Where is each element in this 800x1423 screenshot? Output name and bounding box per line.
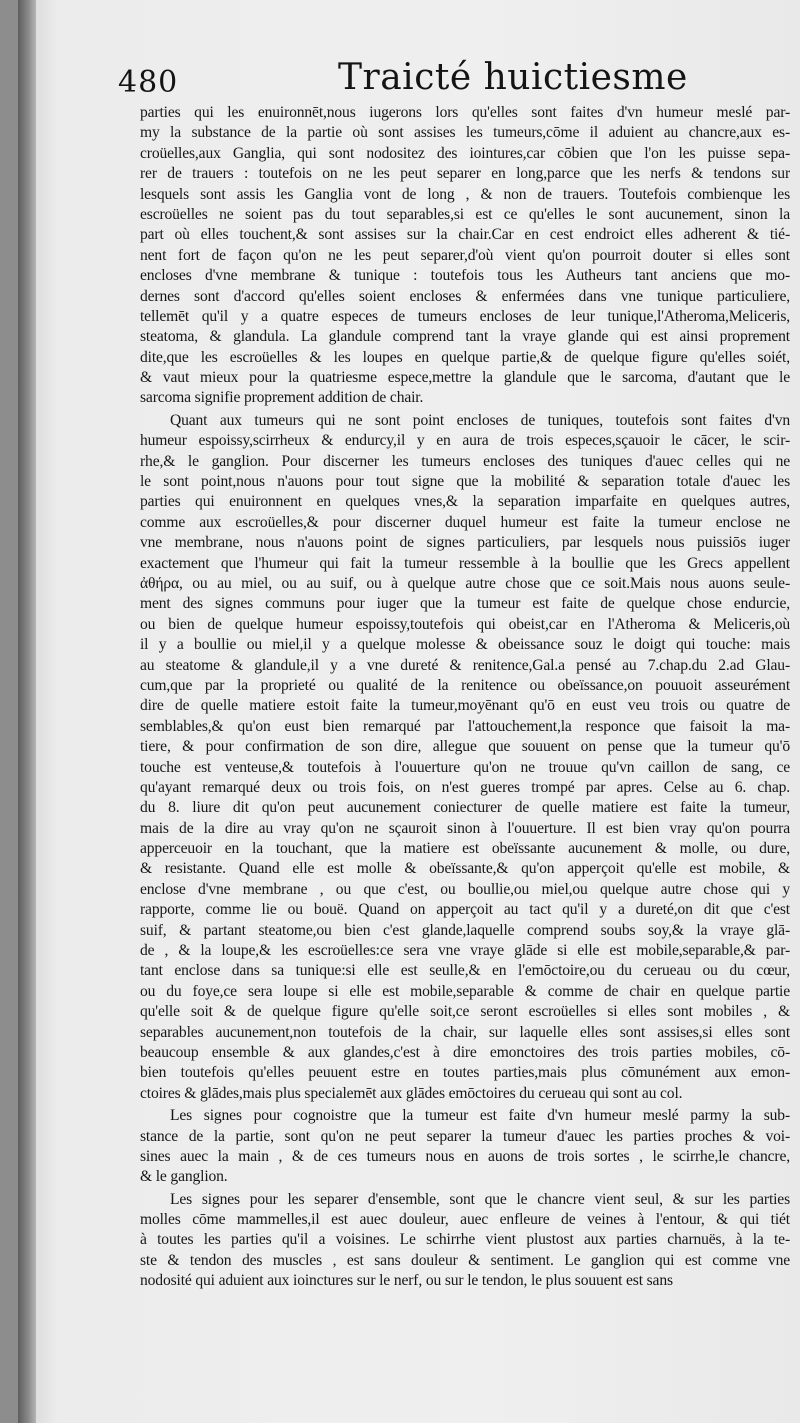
text-line: ctoires & glādes,mais plus specialemēt aux glādes emōctoires du cerueau qui sont au col. bbox=[140, 1084, 683, 1102]
text-line: bien toutefois qu'elles peuuent estre en toutes parties,mais plus cōmunément aux emon- bbox=[140, 1064, 790, 1082]
text-line: ment des signes communs pour iuger que la tumeur est faite de quelque chose endurcie, bbox=[140, 595, 790, 613]
text-line: nent fort de façon qu'on ne les peut separer,d'où vient qu'on pourroit douter si elles sont bbox=[140, 246, 790, 264]
paragraph bbox=[140, 1106, 790, 1188]
text-line: tiere, & pour confirmation de son dire, allegue que souuent on pense que la tumeur qu'ō bbox=[140, 738, 790, 756]
page-header bbox=[118, 55, 798, 105]
page-gutter-shadow bbox=[18, 0, 36, 1423]
text-line: my la substance de la partie où sont assises les tumeurs,cōme il aduient au chancre,aux es- bbox=[140, 124, 790, 142]
text-line: semblables,& qu'on eust bien remarqué par l'attouchement,la responce que faisoit la ma- bbox=[140, 717, 790, 735]
text-line: separables aucunement,non toutefois de la chair, sur laquelle elles sont assises,si elles sont bbox=[140, 1023, 790, 1041]
text-line: steatoma, & glandula. La glandule comprend tant la vraye glande qui est ainsi proprement bbox=[140, 328, 790, 346]
text-line: Quant aux tumeurs qui ne sont point encloses de tuniques, toutefois sont faites d'vn bbox=[170, 411, 790, 429]
text-line: rer de trauers : toutefois on ne les peut separer en long,parce que les nerfs & tendons sur bbox=[140, 165, 790, 183]
text-line: rapporte, comme lie ou bouë. Quand on apperçoit au tact qu'il y a dureté,on dit que c'est bbox=[140, 901, 790, 919]
text-line: dire de quelle matiere estoit faite la tumeur,moyēnant qu'ō en eust veu trois ou quatre de bbox=[140, 697, 790, 715]
paragraph bbox=[140, 103, 790, 409]
text-line: encloses d'vne membrane & tunique : toutefois tous les Autheurs tant anciens que mo- bbox=[140, 267, 790, 285]
text-line: tant enclose dans sa tunique:si elle est seulle,& en l'emōctoire,ou du cerueau ou du cœur, bbox=[140, 962, 790, 980]
text-line: & le ganglion. bbox=[140, 1168, 228, 1186]
text-line: dernes sont d'accord qu'elles soient encloses & enfermées dans vne tunique particuliere, bbox=[140, 287, 790, 305]
page-number: 480 bbox=[118, 65, 179, 100]
text-line: enclose d'vne membrane , ou que c'est, ou boullie,ou miel,ou quelque autre chose qui y bbox=[140, 880, 790, 898]
text-line: suif, & partant steatome,ou bien c'est glande,laquelle comprend soubs soy,& la vraye glā- bbox=[140, 921, 790, 939]
text-line: tellemēt qu'il y a quatre especes de tumeurs encloses de leur tunique,l'Atheroma,Meliceris, bbox=[140, 307, 790, 325]
text-line: ἀθήρα, ou au miel, ou au suif, ou à quelque autre chose que ce soit.Mais nous auons seule- bbox=[140, 574, 790, 592]
text-line: apperceuoir en la touchant, que la matiere est obeïssante aucunement & molle, ou dure, bbox=[140, 840, 790, 858]
text-line: exactement que l'humeur qui fait la tumeur ressemble à la boullie que les Grecs appellent bbox=[140, 554, 790, 572]
text-line: ou bien de quelque humeur espoissy,toutefois qui obeist,car en l'Atheroma & Meliceris,où bbox=[140, 615, 790, 633]
text-line: croüelles,aux Ganglia, qui sont nodositez des iointures,car cōbien que l'on les puisse sepa- bbox=[140, 144, 790, 162]
text-line: parties qui les enuironnēt,nous iugerons lors qu'elles sont faites d'vn humeur meslé par- bbox=[140, 104, 790, 121]
text-line: touche est venteuse,& toutefois à l'ouuerture qu'on ne trouue qu'vn caillon de sang, ce bbox=[140, 758, 790, 776]
text-line: rhe,& le ganglion. Pour discerner les tumeurs encloses des tuniques d'auec celles qui ne bbox=[140, 452, 790, 470]
text-line: sines auec la main , & de ces tumeurs nous en auons de trois sortes , le scirrhe,le chancre, bbox=[140, 1147, 790, 1165]
book-page bbox=[18, 0, 800, 1423]
text-line: qu'elle soit & de quelque figure qu'elle soit,ce seront escroüelles si elles sont mobiles , & bbox=[140, 1003, 790, 1021]
text-line: parties qui enuironnent en quelques vnes,& la separation imparfaite en quelques autres, bbox=[140, 493, 790, 511]
text-line: Les signes pour les separer d'ensemble, sont que le chancre vient seul, & sur les parties bbox=[170, 1190, 790, 1208]
text-line: le sont point,nous n'auons pour tout signe que la mobilité & separation totale d'auec les bbox=[140, 473, 790, 491]
text-line: cum,que par la proprieté ou qualité de la renitence ou obeïssance,on pouuoit asseurément bbox=[140, 676, 790, 694]
text-line: de , & la loupe,& les escroüelles:ce sera vne vraye glāde si elle est mobile,separable,& par- bbox=[140, 942, 790, 960]
text-line: du 8. liure dit qu'on peut aucunement coniecturer de quelle matiere est faite la tumeur, bbox=[140, 799, 790, 817]
body-text bbox=[140, 103, 790, 1292]
text-line: qu'ayant remarqué deux ou trois fois, on n'est gueres trompé par apres. Celse au 6. chap. bbox=[140, 778, 790, 796]
text-line: lesquels sont assis les Ganglia vont de long , & non de trauers. Toutefois combienque les bbox=[140, 185, 790, 203]
text-line: il y a boullie ou miel,il y a quelque molesse & obeissance souz le doigt qui touche: mais bbox=[140, 636, 790, 654]
paragraph bbox=[140, 411, 790, 1104]
text-line: mais de la dire au vray qu'on ne sçauroit sinon à l'ouuerture. Il est bien vray qu'on pourra bbox=[140, 819, 790, 837]
text-line: & vaut mieux pour la quatriesme espece,mettre la glandule que le sarcoma, d'autant que le bbox=[140, 369, 790, 387]
text-line: vne membrane, nous n'auons point de signes particuliers, par lesquels nous puissiōs iuger bbox=[140, 534, 790, 552]
text-line: beaucoup ensemble & aux glandes,c'est à dire emonctoires des trois parties mobiles, cō- bbox=[140, 1043, 790, 1061]
text-line: sarcoma signifie proprement addition de chair. bbox=[140, 389, 424, 407]
text-line: humeur espoissy,scirrheux & endurcy,il y en aura de trois especes,sçauoir le cācer, le scir- bbox=[140, 432, 790, 450]
text-line: à toutes les parties qu'il a voisines. Le schirrhe vient plustost aux parties charnuës, à la te- bbox=[140, 1231, 790, 1249]
text-line: Les signes pour cognoistre que la tumeur est faite d'vn humeur meslé parmy la sub- bbox=[170, 1107, 790, 1125]
text-line: au steatome & glandule,il y a vne dureté & renitence,Gal.a pensé au 7.chap.du 2.ad Glau- bbox=[140, 656, 790, 674]
text-line: ste & tendon des muscles , est sans douleur & sentiment. Le ganglion qui est comme vne bbox=[140, 1251, 790, 1269]
text-line: part où elles touchent,& sont assises sur la chair.Car en cest endroict elles adherent & tié- bbox=[140, 226, 790, 244]
text-line: ou du foye,ce sera loupe si elle est mobile,separable & comme de chair en quelque partie bbox=[140, 982, 790, 1000]
running-title: Traicté huictiesme bbox=[338, 57, 688, 98]
text-line: stance de la partie, sont qu'on ne peut separer la tumeur d'auec les parties proches & voi- bbox=[140, 1127, 790, 1145]
text-line: nodosité qui aduient aux ioinctures sur le nerf, ou sur le tendon, le plus souuent est sans bbox=[140, 1272, 673, 1290]
text-line: molles cōme mammelles,il est auec douleur, auec enfleure de veines à l'entour, & qui tiét bbox=[140, 1211, 790, 1229]
text-line: dite,que les escroüelles & les loupes en quelque partie,& de quelque figure qu'elles soiét, bbox=[140, 348, 790, 366]
text-line: comme aux escroüelles,& pour discerner duquel humeur est faite la tumeur enclose ne bbox=[140, 513, 790, 531]
text-line: & resistante. Quand elle est molle & obeïssante,& qu'on apperçoit qu'elle est mobile, & bbox=[140, 860, 790, 878]
text-line: escroüelles ne soient pas du tout separables,si est ce qu'elles le sont aucunement, sinon la bbox=[140, 205, 790, 223]
paragraph bbox=[140, 1190, 790, 1292]
